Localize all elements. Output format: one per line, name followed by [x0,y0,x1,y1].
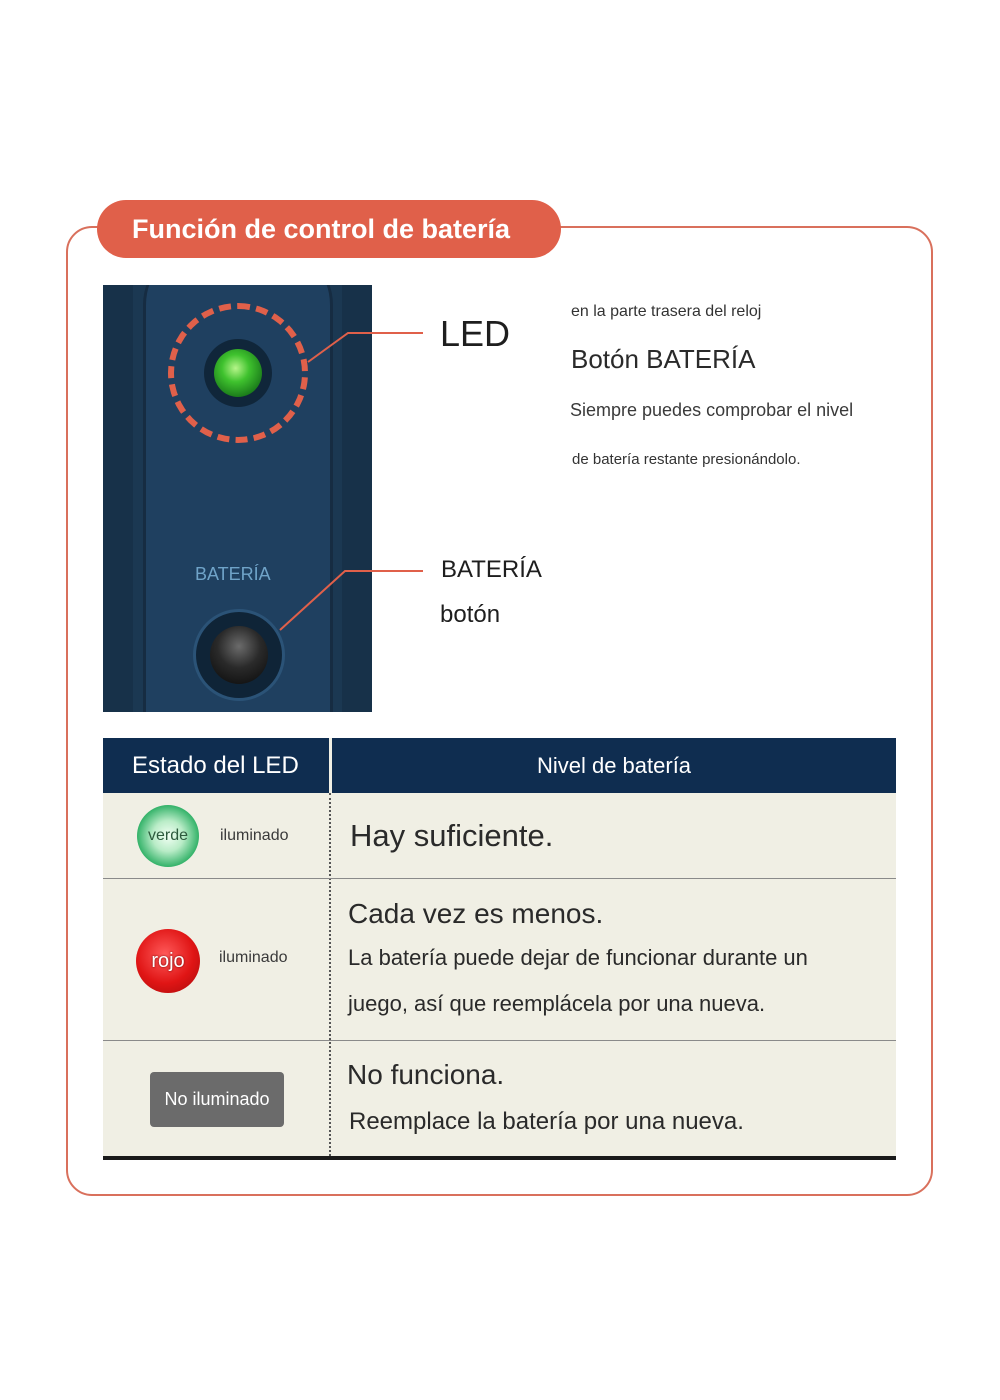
row-divider [103,878,896,879]
description-line-1: en la parte trasera del reloj [571,303,762,320]
battery-status-table [103,738,896,1160]
page-title: Función de control de batería [97,200,561,258]
table-bottom-border [103,1156,896,1160]
header-battery-level: Nivel de batería [332,738,896,793]
device-battery-label: BATERÍA [195,564,271,584]
level-title: Cada vez es menos. [348,898,604,929]
status-text: iluminado [220,827,289,844]
led-callout-line [308,333,423,362]
description-line-4: de batería restante presionándolo. [572,451,801,468]
description-line-3: Siempre puedes comprobar el nivel [570,400,854,420]
level-detail: La batería puede dejar de funcionar durante un [348,945,808,970]
green-indicator-icon [137,805,199,867]
row-divider [103,1040,896,1041]
battery-callout-line [280,571,423,630]
red-indicator-icon [136,929,200,993]
indicator-label: verde [147,827,189,844]
led-callout-label: LED [440,313,511,354]
column-divider [329,793,331,1160]
level-title: Hay suficiente. [350,818,554,853]
battery-callout-label-1: BATERÍA [441,556,542,583]
level-detail: juego, así que reemplácela por una nueva. [348,991,766,1016]
header-led-state: Estado del LED [103,738,329,793]
level-title: No funciona. [347,1059,505,1090]
status-text: iluminado [219,949,288,966]
battery-callout-label-2: botón [440,601,501,628]
off-indicator-badge: No iluminado [150,1072,284,1127]
level-detail: Reemplace la batería por una nueva. [349,1108,744,1135]
indicator-label: rojo [151,949,185,972]
description-heading: Botón BATERÍA [571,344,756,374]
